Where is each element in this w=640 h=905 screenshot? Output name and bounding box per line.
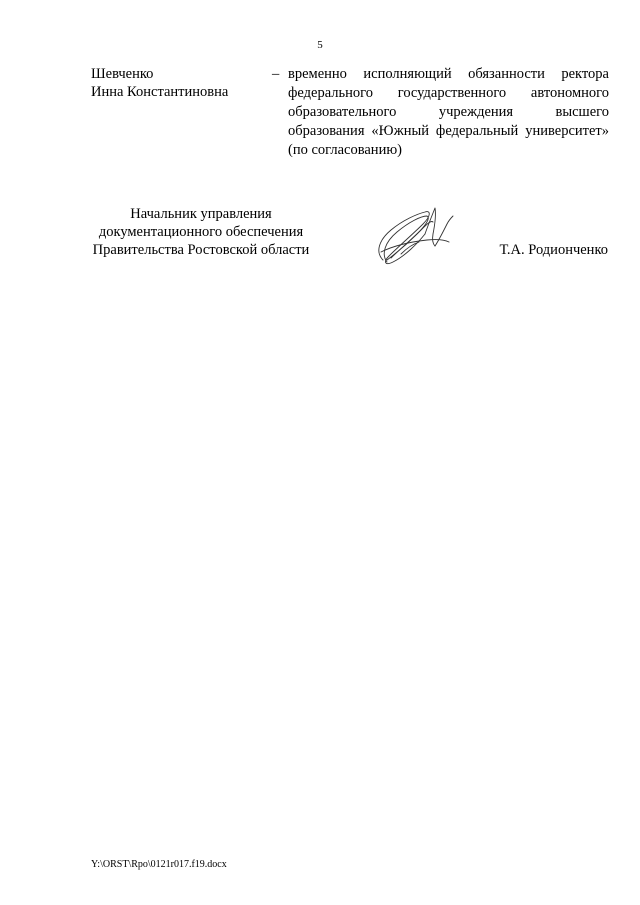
page-number: 5	[317, 39, 323, 51]
signatory-title	[84, 205, 318, 259]
member-name-block	[91, 65, 271, 101]
member-role: временно исполняющий обязанности ректора федерального государственного автономного образовательного учреждения высшего образования «Южный федеральный университет» (по согласованию)	[288, 66, 609, 158]
footer-file-path: Y:\ORST\Rpo\0121r017.f19.docx	[91, 859, 227, 870]
signatory-title-line-2: документационного обеспечения	[98, 224, 304, 240]
member-given-names: Инна Константиновна	[91, 84, 229, 100]
member-surname: Шевченко	[91, 66, 154, 82]
signatory-title-line-1: Начальник управления	[130, 206, 272, 222]
signatory-title-line-3: Правительства Ростовской области	[92, 242, 310, 258]
handwritten-signature	[365, 200, 465, 270]
signatory-name: Т.А. Родионченко	[499, 242, 608, 258]
member-dash: –	[272, 66, 280, 82]
